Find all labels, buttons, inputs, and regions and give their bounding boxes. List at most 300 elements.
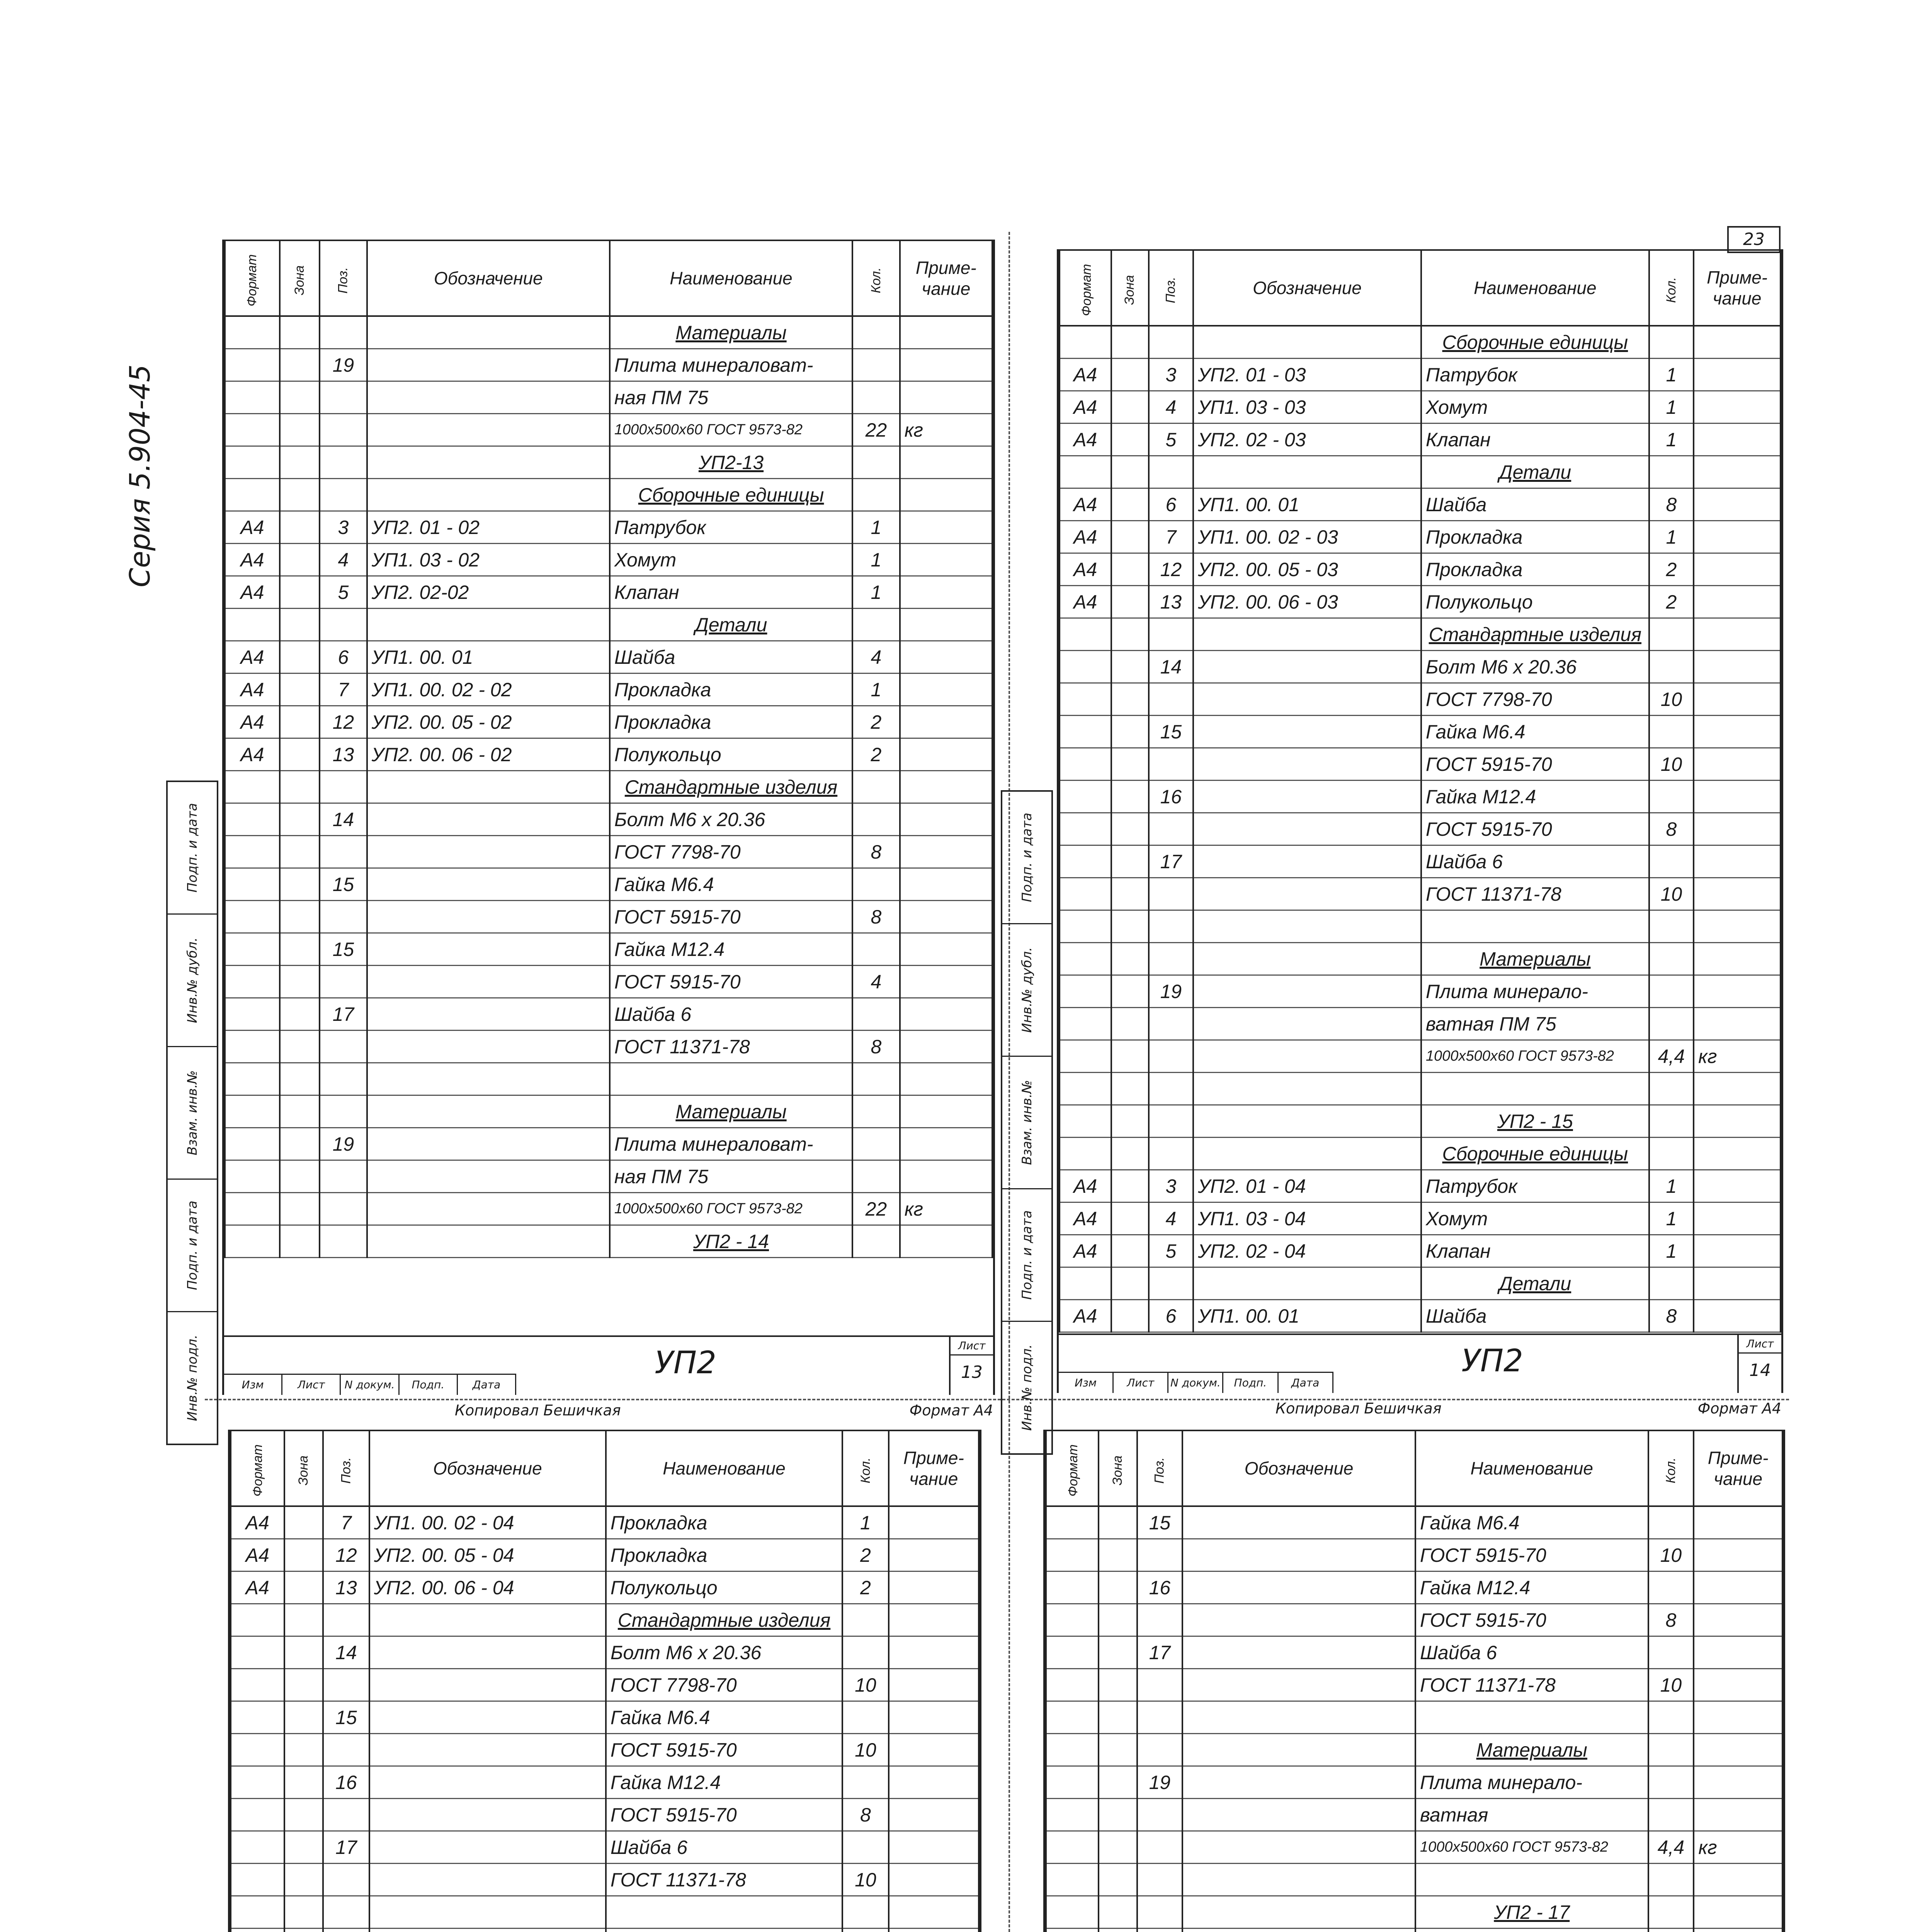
header-row xyxy=(225,240,992,316)
table-row xyxy=(1060,1040,1781,1073)
cell-qty xyxy=(1649,1138,1694,1170)
spec-body xyxy=(231,1506,979,1932)
cell-note xyxy=(1694,1138,1781,1170)
cell-designation xyxy=(367,771,610,803)
cell-qty: 2 xyxy=(842,1571,889,1604)
cell-zone xyxy=(1111,1300,1149,1332)
cell-format xyxy=(1060,456,1111,488)
header-format-label: Формат xyxy=(250,1444,265,1497)
table-row xyxy=(225,836,992,868)
cell-name: ГОСТ 5915-70 xyxy=(1415,1539,1648,1571)
cell-zone xyxy=(280,316,320,349)
cell-note xyxy=(1694,1669,1782,1701)
cell-designation xyxy=(1193,943,1421,975)
cell-pos xyxy=(1149,683,1193,716)
cell-designation: УП2. 00. 05 - 02 xyxy=(367,706,610,738)
cell-zone xyxy=(280,381,320,414)
header-note xyxy=(1694,1430,1782,1506)
cell-name: Сборочные единицы xyxy=(1421,1138,1649,1170)
cell-zone xyxy=(1111,1008,1149,1040)
cell-qty xyxy=(842,1831,889,1864)
cell-format xyxy=(225,446,280,479)
cell-pos: 12 xyxy=(320,706,367,738)
cell-pos: 17 xyxy=(320,998,367,1031)
table-row xyxy=(225,641,992,673)
cell-name: 1000х500х60 ГОСТ 9573-82 xyxy=(610,1193,852,1225)
table-row xyxy=(1060,1138,1781,1170)
cell-note xyxy=(900,803,992,836)
cell-qty: 8 xyxy=(852,901,900,933)
cell-qty xyxy=(1649,845,1694,878)
cell-qty xyxy=(1649,456,1694,488)
cell-name: Гайка М12.4 xyxy=(1415,1571,1648,1604)
cell-zone xyxy=(280,1193,320,1225)
cell-format xyxy=(225,966,280,998)
spec-sheet-2 xyxy=(1019,249,1783,1431)
cell-format: А4 xyxy=(1060,391,1111,423)
cell-name: Детали xyxy=(610,609,852,641)
cell-designation xyxy=(1193,1008,1421,1040)
cell-designation: УП2. 01 - 04 xyxy=(1193,1170,1421,1202)
cell-note xyxy=(900,706,992,738)
table-row xyxy=(1060,683,1781,716)
cell-note xyxy=(900,1225,992,1258)
cell-note xyxy=(900,868,992,901)
cell-designation xyxy=(1182,1929,1415,1932)
cell-zone xyxy=(1099,1636,1137,1669)
cell-name xyxy=(606,1929,842,1932)
header-format xyxy=(225,240,280,316)
cell-pos: 15 xyxy=(320,933,367,966)
cell-format xyxy=(1060,781,1111,813)
cell-zone xyxy=(280,901,320,933)
cell-note xyxy=(1694,553,1781,586)
header-pos xyxy=(1137,1430,1183,1506)
cell-format: А4 xyxy=(1060,1235,1111,1267)
cell-pos xyxy=(320,316,367,349)
cell-qty: 8 xyxy=(852,836,900,868)
cell-designation xyxy=(1193,1267,1421,1300)
cell-pos: 15 xyxy=(1149,716,1193,748)
cell-qty xyxy=(852,1095,900,1128)
cell-note xyxy=(900,511,992,544)
cell-designation xyxy=(369,1896,606,1929)
cell-pos xyxy=(320,1031,367,1063)
cell-name: ГОСТ 5915-70 xyxy=(1421,813,1649,845)
cell-name: Прокладка xyxy=(610,673,852,706)
cell-zone xyxy=(284,1734,323,1766)
header-name xyxy=(1415,1430,1648,1506)
cell-note xyxy=(1694,1506,1782,1539)
cell-qty xyxy=(1649,1073,1694,1105)
cell-zone xyxy=(280,1128,320,1160)
cell-note xyxy=(1694,1202,1781,1235)
cell-note xyxy=(1694,618,1781,651)
cell-qty xyxy=(852,1160,900,1193)
cell-qty: 4 xyxy=(852,641,900,673)
cell-designation xyxy=(1193,618,1421,651)
cell-designation xyxy=(367,446,610,479)
spec-sheet-4 xyxy=(1043,1430,1785,1932)
cell-note xyxy=(900,771,992,803)
footer-line xyxy=(1276,1400,1781,1417)
cell-format xyxy=(1060,716,1111,748)
cell-pos xyxy=(1149,878,1193,910)
cell-format xyxy=(231,1734,284,1766)
cell-format xyxy=(1046,1831,1099,1864)
cell-note xyxy=(900,1031,992,1063)
cell-format xyxy=(225,479,280,511)
cell-pos: 6 xyxy=(320,641,367,673)
cell-name: Болт М6 х 20.36 xyxy=(1421,651,1649,683)
cell-qty xyxy=(842,1929,889,1932)
header-format xyxy=(1046,1430,1099,1506)
cell-name: Полукольцо xyxy=(610,738,852,771)
cell-name: Клапан xyxy=(610,576,852,609)
cell-format xyxy=(1046,1734,1099,1766)
cell-name: Шайба xyxy=(1421,488,1649,521)
cell-name: ГОСТ 5915-70 xyxy=(606,1799,842,1831)
cell-pos: 5 xyxy=(320,576,367,609)
table-row xyxy=(225,706,992,738)
cell-note xyxy=(900,576,992,609)
cell-name: Прокладка xyxy=(606,1506,842,1539)
cell-pos xyxy=(320,446,367,479)
header-zone-label: Зона xyxy=(296,1455,311,1486)
cell-name: Хомут xyxy=(1421,391,1649,423)
cell-qty xyxy=(1648,1734,1694,1766)
cell-note xyxy=(1694,1267,1781,1300)
cell-designation xyxy=(369,1864,606,1896)
cell-pos: 6 xyxy=(1149,1300,1193,1332)
cell-note xyxy=(900,479,992,511)
cell-qty: 8 xyxy=(1649,488,1694,521)
cell-designation xyxy=(367,316,610,349)
cell-pos: 15 xyxy=(323,1701,369,1734)
cell-note xyxy=(1694,716,1781,748)
cell-qty xyxy=(1649,618,1694,651)
cell-qty xyxy=(1649,326,1694,359)
header-zone-label: Зона xyxy=(292,265,307,296)
cell-qty xyxy=(852,349,900,381)
cell-note xyxy=(1694,423,1781,456)
table-row xyxy=(231,1734,979,1766)
cell-name: УП2 - 17 xyxy=(1415,1896,1648,1929)
cell-pos xyxy=(320,414,367,446)
cell-note xyxy=(1694,910,1781,943)
cell-pos xyxy=(1137,1799,1183,1831)
header-zone xyxy=(1111,250,1149,326)
table-row xyxy=(1060,1170,1781,1202)
cell-zone xyxy=(1111,1235,1149,1267)
cell-format xyxy=(231,1864,284,1896)
cell-note xyxy=(1694,1571,1782,1604)
revision-date: Дата xyxy=(1279,1373,1333,1393)
cell-zone xyxy=(1111,1138,1149,1170)
cell-zone xyxy=(1099,1864,1137,1896)
table-row xyxy=(225,803,992,836)
cell-note xyxy=(900,544,992,576)
cell-name: ватная ПМ 75 xyxy=(1421,1008,1649,1040)
cell-zone xyxy=(1111,1267,1149,1300)
cell-pos xyxy=(323,1734,369,1766)
cell-name: Хомут xyxy=(610,544,852,576)
cell-zone xyxy=(280,1063,320,1095)
cell-note xyxy=(1694,1008,1781,1040)
cell-note xyxy=(1694,943,1781,975)
table-row xyxy=(1046,1734,1782,1766)
cell-pos: 12 xyxy=(323,1539,369,1571)
cell-designation: УП1. 03 - 04 xyxy=(1193,1202,1421,1235)
cell-designation xyxy=(367,836,610,868)
cell-designation xyxy=(367,901,610,933)
revision-list: Лист xyxy=(282,1375,341,1395)
cell-name: Гайка М12.4 xyxy=(606,1766,842,1799)
cell-name: УП2-13 xyxy=(610,446,852,479)
cell-note xyxy=(900,1063,992,1095)
approval-label: Подп. и дата xyxy=(184,1201,200,1290)
cell-pos xyxy=(320,836,367,868)
cell-designation: УП1. 03 - 02 xyxy=(367,544,610,576)
table-row xyxy=(225,544,992,576)
cell-designation xyxy=(1182,1604,1415,1636)
cell-pos xyxy=(320,479,367,511)
cell-designation xyxy=(367,381,610,414)
cell-note xyxy=(900,609,992,641)
cell-qty: 1 xyxy=(1649,423,1694,456)
cell-note xyxy=(1694,813,1781,845)
cell-note xyxy=(1694,488,1781,521)
cell-format xyxy=(1046,1701,1099,1734)
table-row xyxy=(1046,1669,1782,1701)
cell-name: Материалы xyxy=(610,1095,852,1128)
cell-pos: 16 xyxy=(1137,1571,1183,1604)
cell-zone xyxy=(280,1160,320,1193)
spec-table xyxy=(1059,249,1781,1333)
cell-qty: 4 xyxy=(852,966,900,998)
cell-designation xyxy=(367,998,610,1031)
header-row xyxy=(1046,1430,1782,1506)
cell-note xyxy=(889,1539,979,1571)
table-row xyxy=(231,1701,979,1734)
cell-note xyxy=(889,1864,979,1896)
cell-note xyxy=(900,316,992,349)
cell-pos: 3 xyxy=(1149,1170,1193,1202)
cell-zone xyxy=(1111,910,1149,943)
cell-pos xyxy=(1137,1734,1183,1766)
cell-note xyxy=(1694,781,1781,813)
cell-note xyxy=(900,673,992,706)
cell-note xyxy=(1694,1105,1781,1138)
cell-designation xyxy=(1182,1539,1415,1571)
cell-zone xyxy=(1099,1571,1137,1604)
header-pos-label: Поз. xyxy=(335,267,350,294)
cell-designation: УП2. 01 - 02 xyxy=(367,511,610,544)
cell-format: А4 xyxy=(1060,586,1111,618)
cell-qty xyxy=(842,1636,889,1669)
cell-designation xyxy=(369,1929,606,1932)
cell-format xyxy=(1046,1604,1099,1636)
cell-name: ГОСТ 5915-70 xyxy=(610,966,852,998)
cell-format xyxy=(1060,1073,1111,1105)
cell-name: Патрубок xyxy=(1421,1170,1649,1202)
cell-format: А4 xyxy=(231,1571,284,1604)
cell-pos xyxy=(320,609,367,641)
cell-zone xyxy=(284,1831,323,1864)
table-row xyxy=(1046,1831,1782,1864)
cell-qty xyxy=(1648,1799,1694,1831)
cell-qty xyxy=(1649,1008,1694,1040)
cell-qty xyxy=(842,1766,889,1799)
cell-pos xyxy=(320,771,367,803)
cell-pos: 7 xyxy=(320,673,367,706)
table-row xyxy=(225,998,992,1031)
cell-pos: 4 xyxy=(1149,1202,1193,1235)
cell-designation xyxy=(367,1225,610,1258)
cell-format xyxy=(1060,1267,1111,1300)
cell-format xyxy=(225,771,280,803)
cell-format xyxy=(1046,1571,1099,1604)
document-code: УП2 xyxy=(1461,1343,1523,1379)
cell-designation xyxy=(1182,1864,1415,1896)
cell-zone xyxy=(284,1799,323,1831)
cell-qty xyxy=(842,1604,889,1636)
cell-name: Материалы xyxy=(1421,943,1649,975)
cell-format xyxy=(231,1929,284,1932)
cell-format: А4 xyxy=(231,1539,284,1571)
cell-pos xyxy=(1149,943,1193,975)
cell-designation xyxy=(1193,845,1421,878)
cell-name: Прокладка xyxy=(606,1539,842,1571)
cell-qty: 2 xyxy=(1649,586,1694,618)
cell-format xyxy=(225,868,280,901)
table-row xyxy=(231,1799,979,1831)
cell-format xyxy=(225,316,280,349)
header-zone-label: Зона xyxy=(1122,275,1137,305)
table-row xyxy=(225,1193,992,1225)
cell-format: А4 xyxy=(225,673,280,706)
cell-designation xyxy=(1182,1831,1415,1864)
header-qty xyxy=(1648,1430,1694,1506)
copied-by: Копировал Бешичкая xyxy=(1276,1400,1442,1417)
cell-pos xyxy=(1137,1831,1183,1864)
cell-zone xyxy=(1111,781,1149,813)
cell-zone xyxy=(280,544,320,576)
header-format-label: Формат xyxy=(1066,1444,1081,1497)
cell-pos: 4 xyxy=(1149,391,1193,423)
table-row xyxy=(1060,943,1781,975)
cell-name: Клапан xyxy=(1421,423,1649,456)
cell-pos xyxy=(323,1669,369,1701)
cell-zone xyxy=(284,1539,323,1571)
cell-note xyxy=(889,1929,979,1932)
table-row xyxy=(1060,391,1781,423)
cell-zone xyxy=(280,576,320,609)
revision-headers xyxy=(1059,1372,1333,1393)
cell-pos: 19 xyxy=(320,1128,367,1160)
cell-designation xyxy=(367,803,610,836)
cell-format xyxy=(1060,943,1111,975)
revision-headers xyxy=(224,1374,516,1395)
spec-header xyxy=(231,1430,979,1506)
revision-podp: Подп. xyxy=(400,1375,458,1395)
cell-designation xyxy=(1182,1669,1415,1701)
cell-name: Гайка М12.4 xyxy=(1421,781,1649,813)
cell-zone xyxy=(284,1896,323,1929)
cell-note xyxy=(900,1128,992,1160)
cell-qty: 22 xyxy=(852,1193,900,1225)
cell-format xyxy=(225,1063,280,1095)
header-qty-label: Кол. xyxy=(858,1458,873,1483)
header-name-label: Наименование xyxy=(663,1458,786,1478)
table-row xyxy=(1060,423,1781,456)
table-row xyxy=(231,1831,979,1864)
cell-name: Стандартные изделия xyxy=(1421,618,1649,651)
header-name-label: Наименование xyxy=(1470,1458,1593,1478)
approval-cell xyxy=(1002,1189,1051,1322)
cell-format xyxy=(1060,326,1111,359)
cell-name: 1000х500х60 ГОСТ 9573-82 xyxy=(610,414,852,446)
cell-name: Гайка М12.4 xyxy=(610,933,852,966)
cell-format xyxy=(1060,910,1111,943)
spec-table xyxy=(1045,1430,1783,1932)
cell-qty xyxy=(1649,781,1694,813)
cell-designation xyxy=(367,1063,610,1095)
cell-designation xyxy=(1193,326,1421,359)
cell-note xyxy=(1694,1896,1782,1929)
cell-qty xyxy=(1649,716,1694,748)
cell-designation xyxy=(1182,1636,1415,1669)
cell-zone xyxy=(1099,1604,1137,1636)
spec-header xyxy=(1046,1430,1782,1506)
cell-zone xyxy=(1111,975,1149,1008)
cell-note xyxy=(889,1799,979,1831)
cell-designation xyxy=(1182,1799,1415,1831)
cell-qty xyxy=(852,316,900,349)
cell-designation xyxy=(1193,910,1421,943)
cell-name: Шайба xyxy=(610,641,852,673)
cell-format xyxy=(231,1669,284,1701)
cell-name xyxy=(1421,1073,1649,1105)
cell-format xyxy=(225,1160,280,1193)
table-row xyxy=(1060,975,1781,1008)
cell-pos: 12 xyxy=(1149,553,1193,586)
cell-name xyxy=(610,1063,852,1095)
cell-designation: УП2. 02 - 04 xyxy=(1193,1235,1421,1267)
header-pos xyxy=(323,1430,369,1506)
table-row xyxy=(1060,748,1781,781)
revision-izm: Изм xyxy=(224,1375,282,1395)
table-row xyxy=(1046,1896,1782,1929)
cell-pos: 7 xyxy=(323,1506,369,1539)
cell-zone xyxy=(284,1571,323,1604)
cell-name: ватная xyxy=(1415,1799,1648,1831)
revision-list: Лист xyxy=(1114,1373,1168,1393)
cell-note xyxy=(900,901,992,933)
cell-pos: 5 xyxy=(1149,1235,1193,1267)
cell-qty: 8 xyxy=(1648,1604,1694,1636)
cell-name: Прокладка xyxy=(1421,553,1649,586)
cell-zone xyxy=(284,1669,323,1701)
cell-name: Гайка М6.4 xyxy=(1421,716,1649,748)
cell-qty: 10 xyxy=(1649,683,1694,716)
cell-qty xyxy=(842,1896,889,1929)
cell-zone xyxy=(1111,651,1149,683)
cell-qty xyxy=(1649,1105,1694,1138)
header-qty-label: Кол. xyxy=(1663,277,1679,303)
cell-name: ГОСТ 7798-70 xyxy=(1421,683,1649,716)
cell-format xyxy=(225,901,280,933)
